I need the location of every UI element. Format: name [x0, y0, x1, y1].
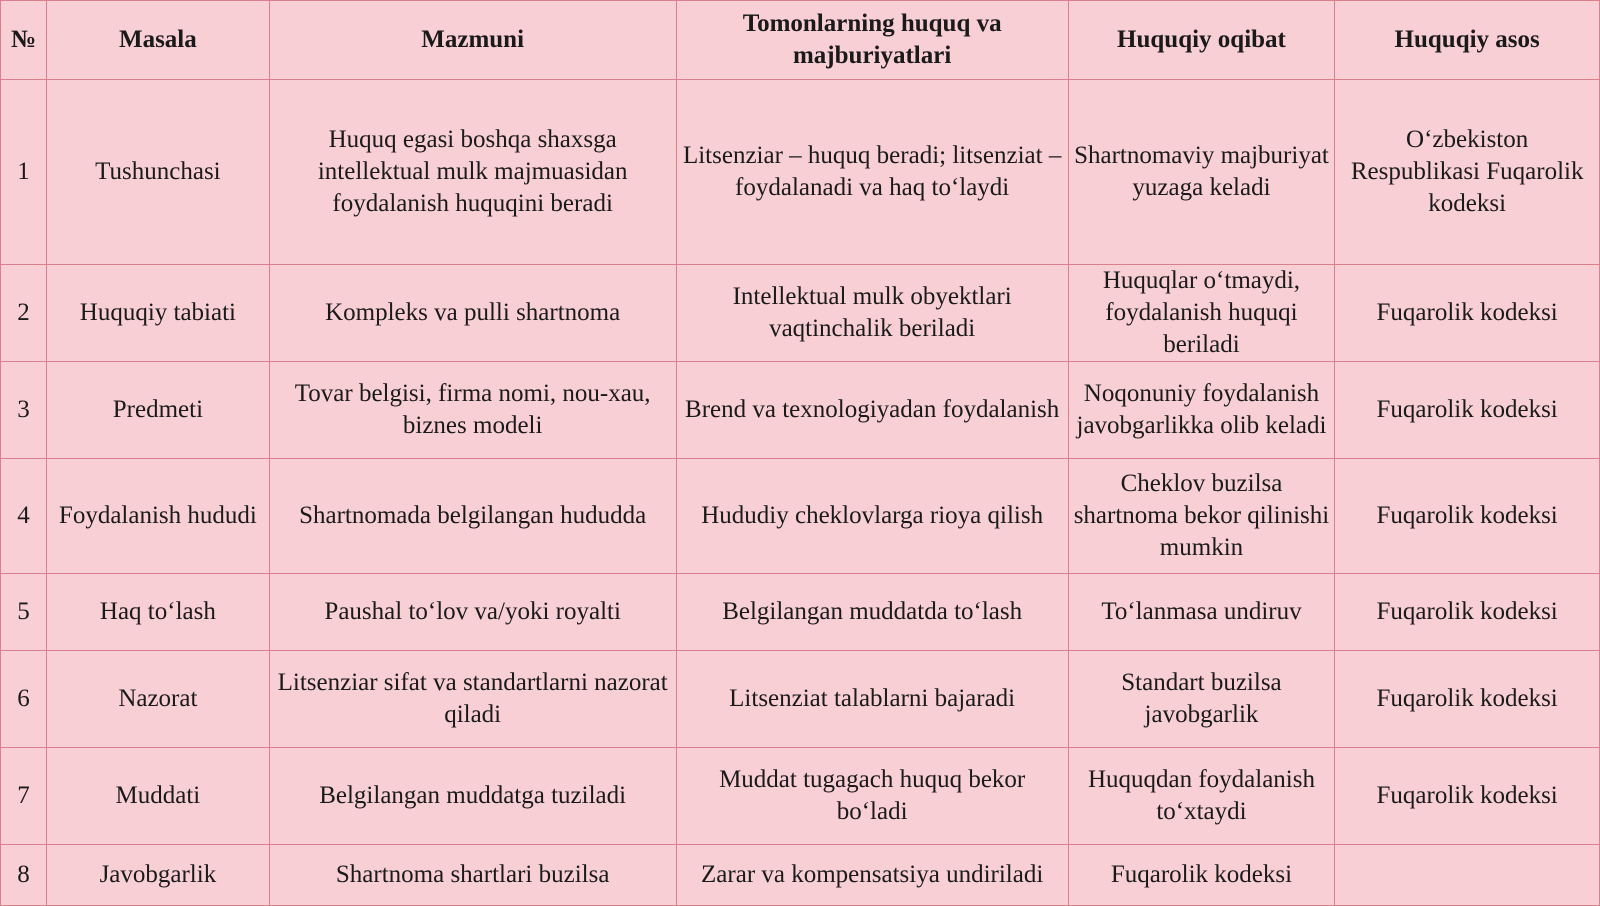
- cell-rights-duties: Litsenziar – huquq beradi; litsenziat – foydalanadi va haq toʻlaydi: [676, 80, 1068, 265]
- cell-legal-consequence: Toʻlanmasa undiruv: [1068, 574, 1335, 651]
- cell-masala: Huquqiy tabiati: [47, 265, 270, 362]
- cell-legal-consequence: Shartnomaviy majburiyat yuzaga keladi: [1068, 80, 1335, 265]
- cell-mazmuni: Litsenziar sifat va standartlarni nazorat qiladi: [269, 651, 676, 748]
- header-rights-duties: Tomonlarning huquq va majburiyatlari: [676, 1, 1068, 80]
- cell-masala: Foydalanish hududi: [47, 459, 270, 574]
- cell-masala: Haq toʻlash: [47, 574, 270, 651]
- table-row: [1, 80, 1600, 265]
- row-number: 6: [1, 651, 47, 748]
- cell-legal-basis: Oʻzbekiston Respublikasi Fuqarolik kodeksi: [1335, 80, 1600, 265]
- cell-rights-duties: Brend va texnologiyadan foydalanish: [676, 362, 1068, 459]
- row-number: 2: [1, 265, 47, 362]
- header-row: [1, 1, 1600, 80]
- row-number: 3: [1, 362, 47, 459]
- cell-masala: Muddati: [47, 748, 270, 845]
- cell-legal-consequence: Cheklov buzilsa shartnoma bekor qilinishi mumkin: [1068, 459, 1335, 574]
- header-mazmuni: Mazmuni: [269, 1, 676, 80]
- header-legal-basis: Huquqiy asos: [1335, 1, 1600, 80]
- cell-legal-consequence: Noqonuniy foydalanish javobgarlikka olib keladi: [1068, 362, 1335, 459]
- row-number: 7: [1, 748, 47, 845]
- row-number: 5: [1, 574, 47, 651]
- header-legal-consequence: Huquqiy oqibat: [1068, 1, 1335, 80]
- cell-rights-duties: Muddat tugagach huquq bekor boʻladi: [676, 748, 1068, 845]
- table-row: [1, 748, 1600, 845]
- table-row: [1, 459, 1600, 574]
- row-number: 8: [1, 845, 47, 906]
- cell-legal-consequence: Huquqlar oʻtmaydi, foydalanish huquqi beriladi: [1068, 265, 1335, 362]
- cell-legal-basis: Fuqarolik kodeksi: [1335, 362, 1600, 459]
- table-row: [1, 845, 1600, 906]
- table-row: [1, 574, 1600, 651]
- cell-masala: Nazorat: [47, 651, 270, 748]
- cell-masala: Javobgarlik: [47, 845, 270, 906]
- cell-legal-basis: Fuqarolik kodeksi: [1335, 459, 1600, 574]
- cell-mazmuni: Shartnoma shartlari buzilsa: [269, 845, 676, 906]
- cell-rights-duties: Hududiy cheklovlarga rioya qilish: [676, 459, 1068, 574]
- cell-rights-duties: Zarar va kompensatsiya undiriladi: [676, 845, 1068, 906]
- cell-masala: Tushunchasi: [47, 80, 270, 265]
- cell-mazmuni: Huquq egasi boshqa shaxsga intellektual mulk majmuasidan foydalanish huquqini beradi: [269, 80, 676, 265]
- cell-rights-duties: Litsenziat talablarni bajaradi: [676, 651, 1068, 748]
- cell-legal-consequence: Fuqarolik kodeksi: [1068, 845, 1335, 906]
- cell-rights-duties: Intellektual mulk obyektlari vaqtinchalik beriladi: [676, 265, 1068, 362]
- table-row: [1, 265, 1600, 362]
- cell-legal-basis: Fuqarolik kodeksi: [1335, 748, 1600, 845]
- row-number: 1: [1, 80, 47, 265]
- cell-legal-basis: Fuqarolik kodeksi: [1335, 574, 1600, 651]
- row-number: 4: [1, 459, 47, 574]
- cell-rights-duties: Belgilangan muddatda toʻlash: [676, 574, 1068, 651]
- cell-legal-basis: Fuqarolik kodeksi: [1335, 651, 1600, 748]
- cell-mazmuni: Shartnomada belgilangan hududda: [269, 459, 676, 574]
- cell-legal-basis: [1335, 845, 1600, 906]
- table-row: [1, 362, 1600, 459]
- header-masala: Masala: [47, 1, 270, 80]
- cell-legal-basis: Fuqarolik kodeksi: [1335, 265, 1600, 362]
- cell-legal-consequence: Huquqdan foydalanish toʻxtaydi: [1068, 748, 1335, 845]
- header-number: №: [1, 1, 47, 80]
- cell-masala: Predmeti: [47, 362, 270, 459]
- cell-mazmuni: Belgilangan muddatga tuziladi: [269, 748, 676, 845]
- cell-mazmuni: Tovar belgisi, firma nomi, nou-xau, biznes modeli: [269, 362, 676, 459]
- cell-legal-consequence: Standart buzilsa javobgarlik: [1068, 651, 1335, 748]
- cell-mazmuni: Paushal toʻlov va/yoki royalti: [269, 574, 676, 651]
- table-row: [1, 651, 1600, 748]
- cell-mazmuni: Kompleks va pulli shartnoma: [269, 265, 676, 362]
